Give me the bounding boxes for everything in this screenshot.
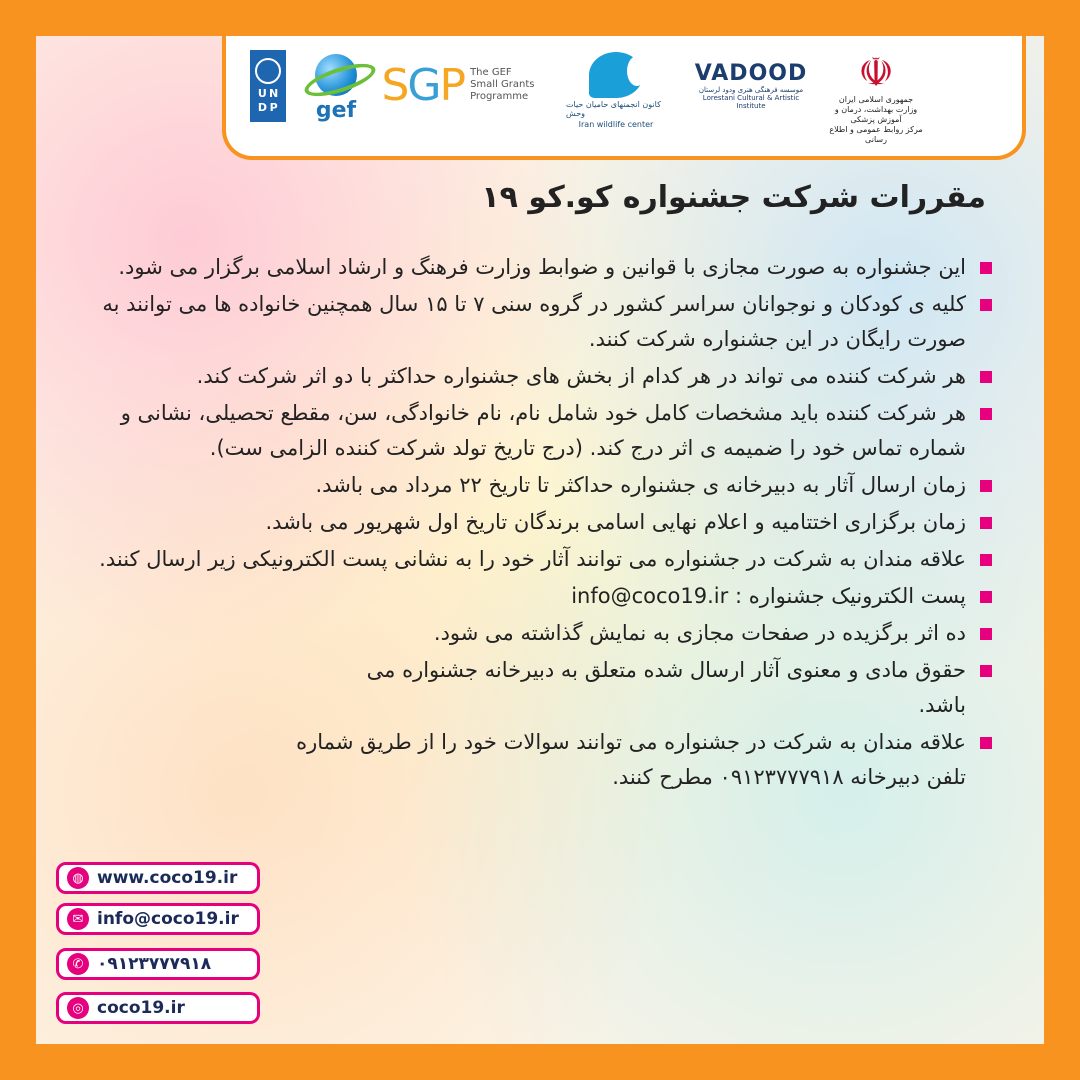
iran-emblem-icon: ☫ <box>858 50 894 96</box>
undp-letter: P <box>269 101 278 114</box>
rule-item: کلیه ی کودکان و نوجوانان سراسر کشور در گروه سنی ۷ تا ۱۵ سال همچنین خانواده ها می توانند به صورت رایگان در این جشنواره شرکت کنند. <box>82 287 992 357</box>
logo-bar <box>222 36 1026 160</box>
vadood-mark: VADOOD <box>694 60 808 86</box>
ministry-line: مرکز روابط عمومی و اطلاع رسانی <box>829 125 923 144</box>
undp-logo <box>250 50 286 122</box>
poster-frame <box>36 36 1044 1044</box>
sgp-line: Programme <box>470 91 529 102</box>
phone-icon: ✆ <box>67 953 89 975</box>
bullet-icon <box>980 665 992 677</box>
rule-item: زمان برگزاری اختتامیه و اعلام نهایی اسامی برندگان تاریخ اول شهریور می باشد. <box>82 505 992 540</box>
rule-item: این جشنواره به صورت مجازی با قوانین و ضوابط وزارت فرهنگ و ارشاد اسلامی برگزار می شود. <box>82 250 992 285</box>
bullet-icon <box>980 408 992 420</box>
rules-list <box>82 250 992 797</box>
bullet-icon <box>980 628 992 640</box>
bullet-icon <box>980 262 992 274</box>
rule-item: حقوق مادی و معنوی آثار ارسال شده متعلق به دبیرخانه جشنواره می باشد. <box>366 653 992 723</box>
undp-letter: U <box>257 87 267 100</box>
bullet-icon <box>980 591 992 603</box>
email-value: info@coco19.ir <box>97 909 239 929</box>
gef-word: gef <box>315 97 357 123</box>
iwc-en: Iran wildlife center <box>578 119 654 129</box>
iran-wildlife-center-logo <box>566 50 666 130</box>
globe-icon <box>315 54 357 96</box>
undp-letter: N <box>269 87 279 100</box>
vadood-en: Lorestani Cultural & Artistic Institute <box>702 93 800 110</box>
rule-item: هر شرکت کننده باید مشخصات کامل خود شامل نام، نام خانوادگی، سن، مقطع تحصیلی، نشانی و شماره تماس خود را ضمیمه ی اثر درج کند. (درج تاریخ تولد شرکت کننده الزامی ست). <box>82 396 992 466</box>
instagram-icon: ◎ <box>67 997 89 1019</box>
rule-item: پست الکترونیک جشنواره : info@coco19.ir <box>82 579 992 614</box>
bullet-icon <box>980 371 992 383</box>
bullet-icon <box>980 737 992 749</box>
sgp-line: Small Grants <box>470 79 535 90</box>
sgp-logo <box>378 50 538 120</box>
contact-phone[interactable] <box>56 948 260 980</box>
vadood-logo <box>696 50 806 120</box>
contact-email[interactable] <box>56 903 260 935</box>
sgp-line: The GEF <box>470 67 512 78</box>
iwc-fa: کانون انجمنهای حامیان حیات وحش <box>566 99 661 118</box>
mail-icon: ✉ <box>67 908 89 930</box>
sgp-mark: SGP <box>381 59 465 111</box>
bullet-icon <box>980 517 992 529</box>
bullet-icon <box>980 480 992 492</box>
bullet-icon <box>980 299 992 311</box>
contact-website[interactable] <box>56 862 260 894</box>
phone-value: ۰۹۱۲۳۷۷۷۹۱۸ <box>97 954 212 974</box>
rule-item: علاقه مندان به شرکت در جشنواره می توانند آثار خود را به نشانی پست الکترونیکی زیر ارسال کنند. <box>82 542 992 577</box>
ministry-line: وزارت بهداشت، درمان و آموزش پزشکی <box>834 105 918 124</box>
ministry-line: جمهوری اسلامی ایران <box>838 95 914 104</box>
website-value: www.coco19.ir <box>97 868 238 888</box>
un-globe-icon <box>255 58 281 84</box>
undp-letter: D <box>257 101 267 114</box>
rule-item: هر شرکت کننده می تواند در هر کدام از بخش های جشنواره حداکثر با دو اثر شرکت کند. <box>82 359 992 394</box>
rule-item: زمان ارسال آثار به دبیرخانه ی جشنواره حداکثر تا تاریخ ۲۲ مرداد می باشد. <box>82 468 992 503</box>
ministry-logo <box>826 50 926 146</box>
bird-icon <box>589 52 643 98</box>
instagram-value: coco19.ir <box>97 998 185 1018</box>
gef-logo <box>304 50 368 126</box>
rule-item: ده اثر برگزیده در صفحات مجازی به نمایش گذاشته می شود. <box>82 616 992 651</box>
page-title: مقررات شرکت جشنواره کو.کو ۱۹ <box>481 180 986 215</box>
contact-instagram[interactable] <box>56 992 260 1024</box>
globe-icon: ◍ <box>67 867 89 889</box>
vadood-fa: موسسه فرهنگی هنری ودود لرستان <box>698 85 804 94</box>
bullet-icon <box>980 554 992 566</box>
rule-item: علاقه مندان به شرکت در جشنواره می توانند سوالات خود را از طریق شماره تلفن دبیرخانه ۰۹۱۲۳۷۷۷۹۱۸ مطرح کنند. <box>266 725 992 795</box>
